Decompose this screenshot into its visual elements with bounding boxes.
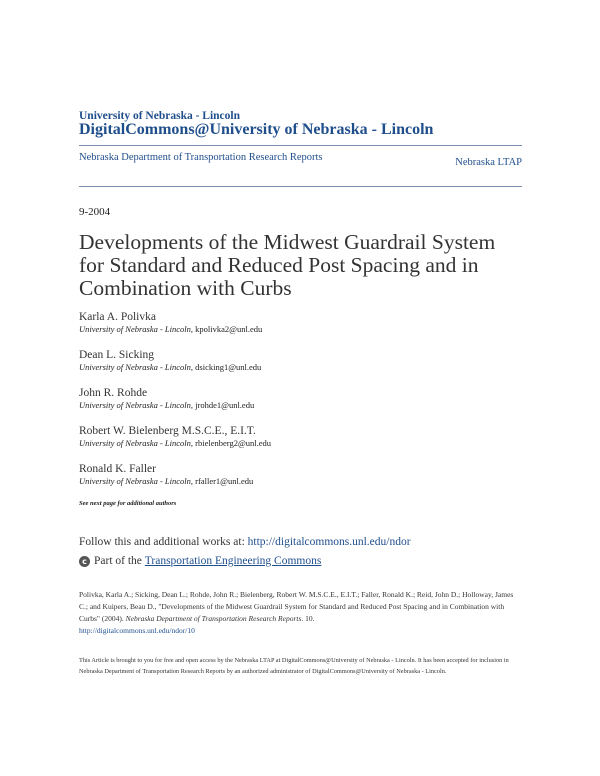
author-list bbox=[79, 310, 524, 500]
author-affiliation: University of Nebraska - Lincoln bbox=[79, 324, 191, 334]
collection-link[interactable]: Nebraska LTAP bbox=[455, 157, 522, 168]
author-entry bbox=[79, 348, 524, 373]
author-name: Karla A. Polivka bbox=[79, 311, 156, 323]
author-email: , rbielenberg2@unl.edu bbox=[190, 438, 272, 448]
author-name: Ronald K. Faller bbox=[79, 463, 156, 475]
author-email: , rfaller1@unl.edu bbox=[190, 476, 254, 486]
author-affiliation: University of Nebraska - Lincoln bbox=[79, 362, 191, 372]
author-entry bbox=[79, 462, 524, 487]
series-link[interactable]: Nebraska Department of Transportation Research Reports bbox=[79, 152, 323, 163]
see-more-authors: See next page for additional authors bbox=[79, 500, 177, 507]
author-email: , jrohde1@unl.edu bbox=[190, 400, 255, 410]
author-affiliation: University of Nebraska - Lincoln bbox=[79, 438, 191, 448]
citation-url-link[interactable]: http://digitalcommons.unl.edu/ndor/10 bbox=[79, 626, 195, 635]
author-name: Robert W. Bielenberg M.S.C.E., E.I.T. bbox=[79, 425, 256, 437]
author-email: , dsicking1@unl.edu bbox=[190, 362, 262, 372]
author-affiliation: University of Nebraska - Lincoln bbox=[79, 476, 191, 486]
repository-link[interactable]: DigitalCommons@University of Nebraska - Lincoln bbox=[79, 121, 434, 138]
header-divider-bottom bbox=[79, 186, 522, 187]
author-entry bbox=[79, 310, 524, 335]
part-of-line bbox=[79, 555, 321, 567]
publication-date: 9-2004 bbox=[79, 206, 111, 218]
follow-url-link[interactable]: http://digitalcommons.unl.edu/ndor bbox=[247, 536, 411, 548]
follow-text: Follow this and additional works at: bbox=[79, 536, 248, 548]
creative-commons-icon: c bbox=[79, 556, 90, 567]
author-email: , kpolivka2@unl.edu bbox=[190, 324, 263, 334]
article-title: Developments of the Midwest Guardrail System for Standard and Reduced Post Spacing and in Combination with Curbs bbox=[79, 230, 496, 300]
institution-link[interactable]: University of Nebraska - Lincoln bbox=[79, 110, 240, 122]
part-of-text: Part of the bbox=[94, 555, 142, 567]
citation-journal: Nebraska Department of Transportation Research Reports bbox=[125, 614, 302, 623]
access-notice: This Article is brought to you for free and open access by the Nebraska LTAP at DigitalCommons@University of Nebraska - Lincoln. It has been accepted for inclusion in Nebraska Department of Transportation Research Reports by an authorized administrator of DigitalCommons@University of Nebraska - Lincoln. bbox=[79, 657, 509, 675]
commons-link[interactable]: Transportation Engineering Commons bbox=[144, 555, 322, 567]
author-name: Dean L. Sicking bbox=[79, 349, 155, 361]
citation-block bbox=[79, 589, 524, 637]
follow-line bbox=[79, 536, 411, 548]
author-name: John R. Rohde bbox=[79, 387, 148, 399]
citation-number: . 10. bbox=[301, 614, 315, 623]
author-entry bbox=[79, 424, 524, 449]
author-affiliation: University of Nebraska - Lincoln bbox=[79, 400, 191, 410]
header-divider bbox=[79, 145, 522, 146]
citation-text: Polivka, Karla A.; Sicking, Dean L.; Rohde, John R.; Bielenberg, Robert W. M.S.C.E., E.I.T.; Faller, Ronald K.; Reid, John D.; Holloway, James C.; and Kuipers, Beau D., "Developments of the Midwest Guardrail System for Standard and Reduced Post Spacing and in Combination with Curbs" (2004). bbox=[79, 590, 514, 623]
author-entry bbox=[79, 386, 524, 411]
